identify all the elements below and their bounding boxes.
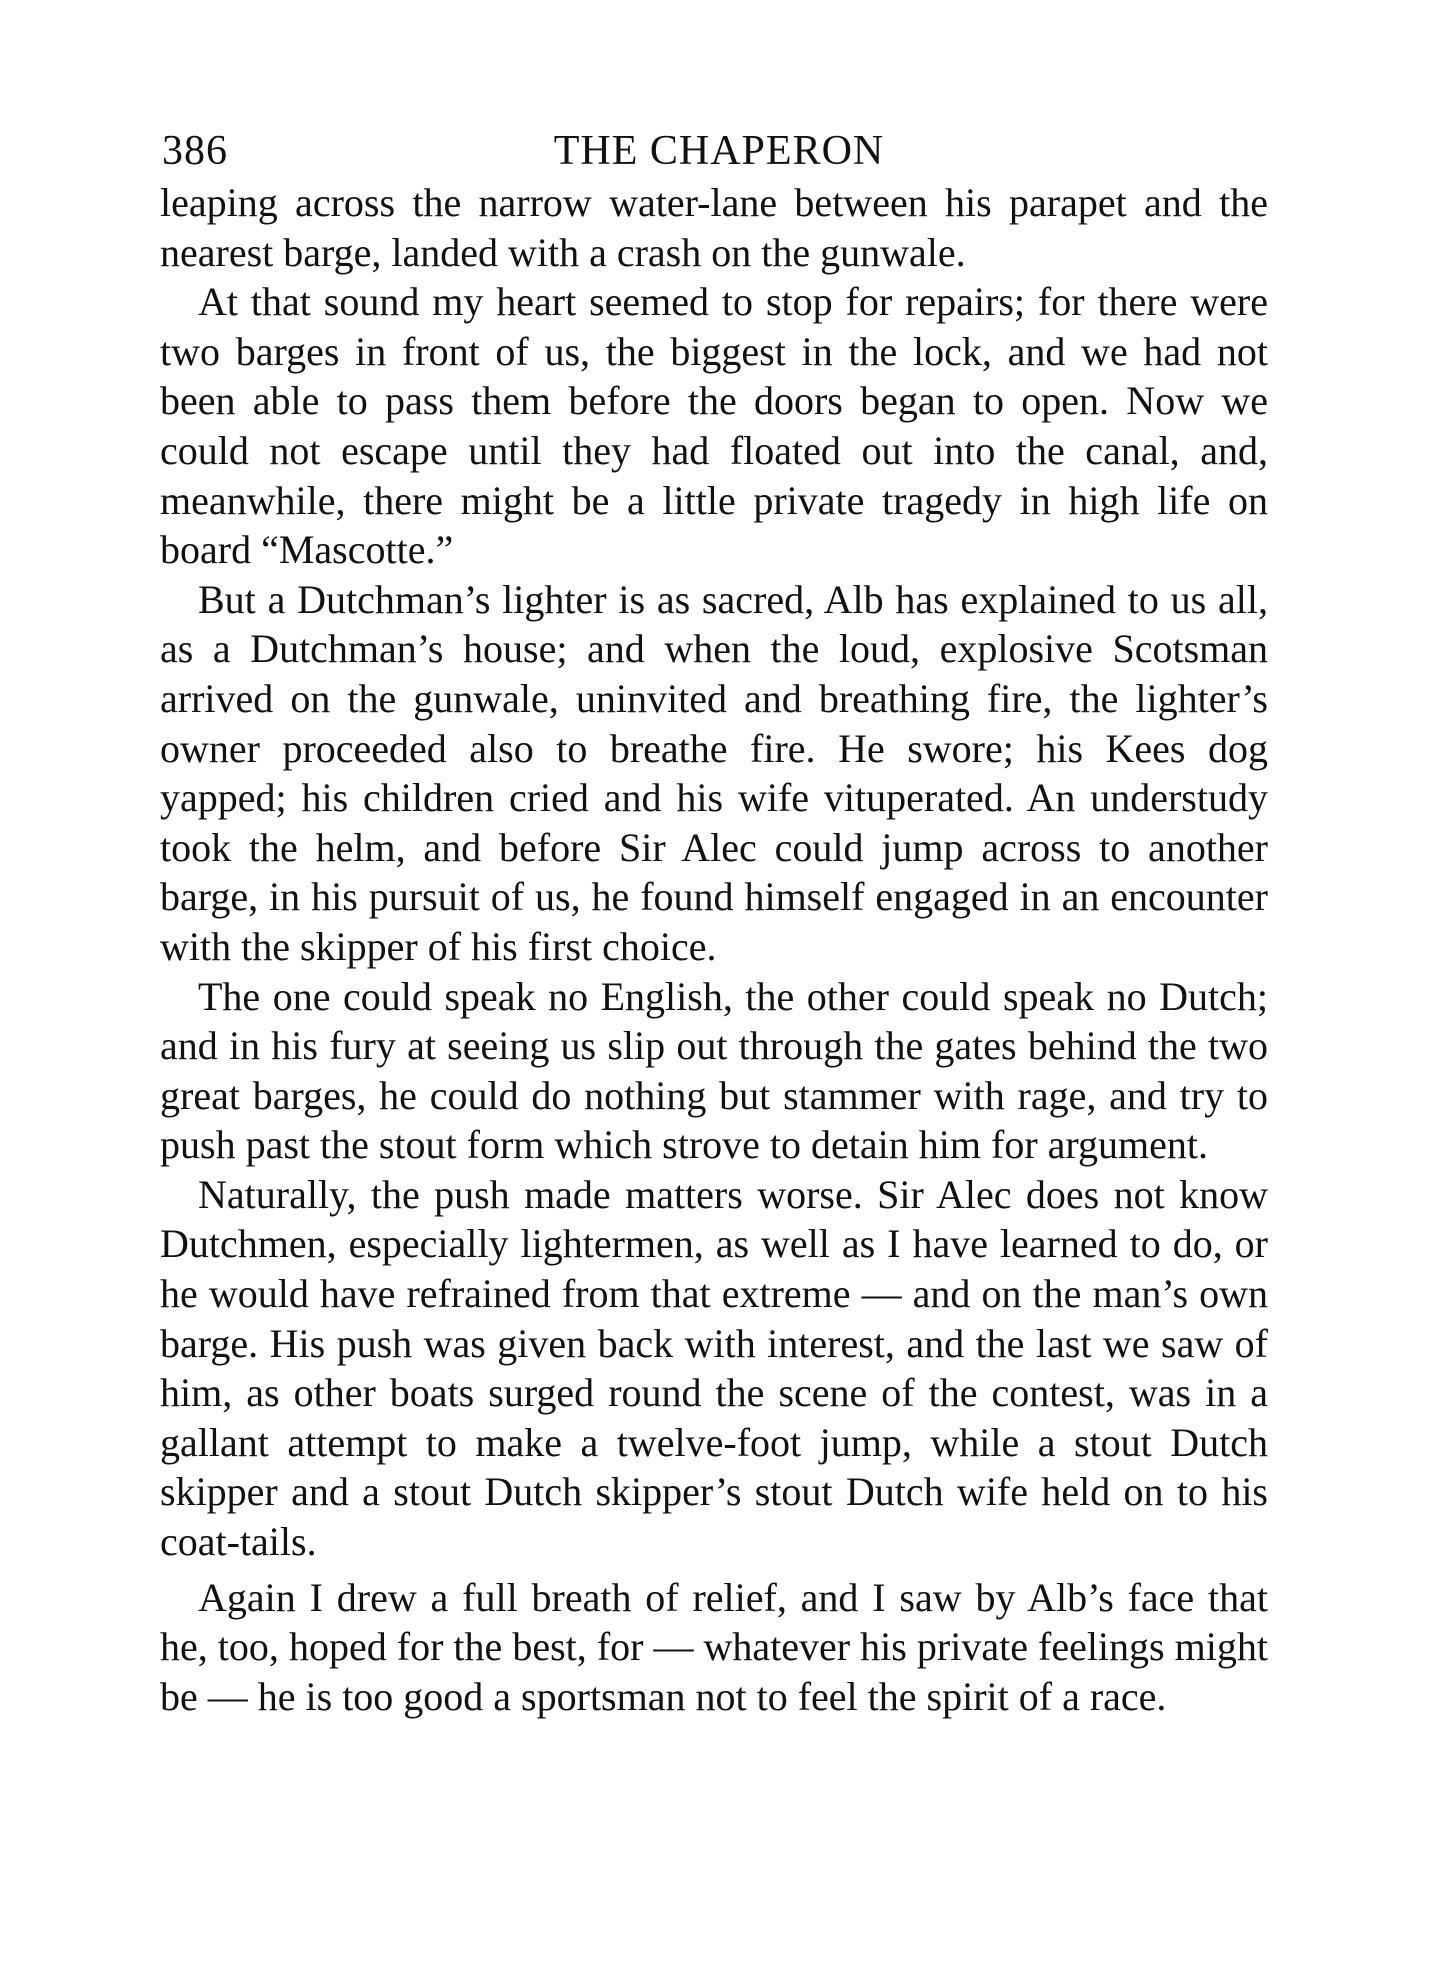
- paragraph-4: The one could speak no English, the other could speak no Dutch; and in his fury at seeing us slip out through the gates behind the two great barges, he could do nothing but stammer with rage, and try to push past the stout form which strove to detain him for argument.: [160, 973, 1268, 1168]
- book-page: [160, 124, 1268, 1721]
- paragraph-3: But a Dutchman’s lighter is as sacred, Alb has explained to us all, as a Dutchman’s house; and when the loud, explosive Scotsman arrived on the gunwale, uninvited and breathing fire, the lighter’s owner proceeded also to breathe fire. He swore; his Kees dog yapped; his children cried and his wife vituperated. An understudy took the helm, and before Sir Alec could jump across to another barge, in his pursuit of us, he found himself engaged in an encounter with the skipper of his first choice.: [160, 576, 1268, 969]
- running-head: [160, 124, 1268, 178]
- page-number: 386: [162, 128, 228, 174]
- paragraph-1: leaping across the narrow water-lane between his parapet and the nearest barge, landed with a crash on the gunwale.: [160, 180, 1268, 275]
- paragraph-6: Again I drew a full breath of relief, and I saw by Alb’s face that he, too, hoped for the best, for — whatever his private feelings might be — he is too good a sportsman not to feel the spirit of a race.: [160, 1574, 1268, 1719]
- running-title: THE CHAPERON: [553, 128, 885, 174]
- paragraph-2: At that sound my heart seemed to stop for repairs; for there were two barges in front of us, the biggest in the lock, and we had not been able to pass them before the doors began to open. Now we could not escape until they had floated out into the canal, and, meanwhile, there might be a little private tragedy in high life on board “Mascotte.”: [160, 279, 1268, 573]
- body-text: [160, 178, 1268, 1721]
- paragraph-5: Naturally, the push made matters worse. Sir Alec does not know Dutchmen, especially lightermen, as well as I have learned to do, or he would have refrained from that extreme — and on the man’s own barge. His push was given back with interest, and the last we saw of him, as other boats surged round the scene of the contest, was in a gallant attempt to make a twelve-foot jump, while a stout Dutch skipper and a stout Dutch skipper’s stout Dutch wife held on to his coat-tails.: [160, 1171, 1268, 1565]
